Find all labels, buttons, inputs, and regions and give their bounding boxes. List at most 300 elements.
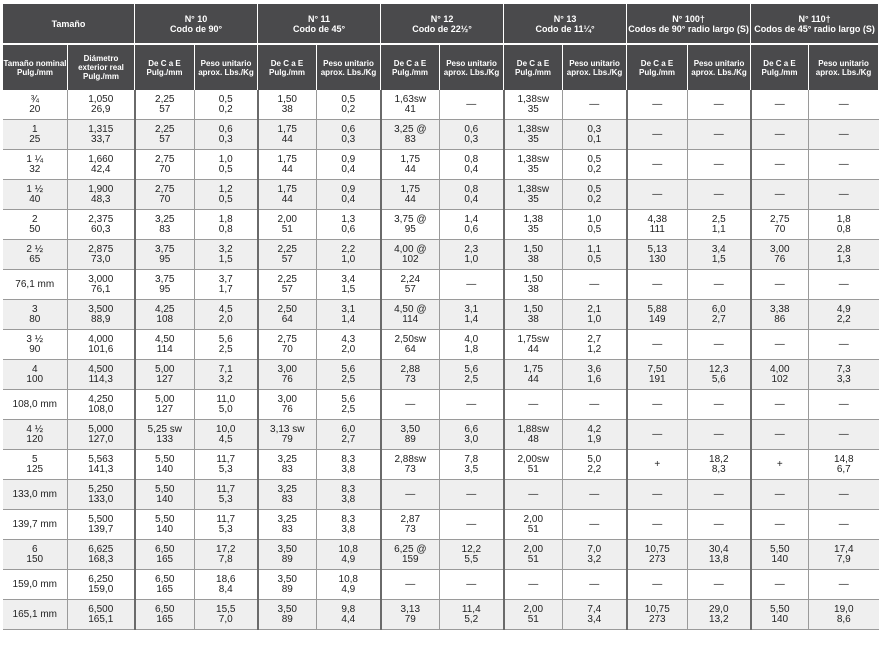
cell-value: 89 [281,553,293,565]
table-cell [809,510,879,540]
cell-value: 3,00 [277,363,297,375]
cell-value: 2 ½ [26,243,44,255]
cell-value: — [652,158,663,170]
cell-value: — [589,488,600,500]
table-cell [809,540,879,570]
cell-value: 1,4 [341,313,356,325]
cell-value: 3,25 [277,453,297,465]
table-cell [317,420,381,450]
cell-value: 44 [281,163,293,175]
cell-value: — [652,488,663,500]
table-cell [440,180,504,210]
cell-value: — [774,338,785,350]
cell-value: 3,1 [464,303,479,315]
table-cell [317,480,381,510]
table-cell [627,330,688,360]
cell-value: 0,6 [464,223,479,235]
table-cell [504,540,563,570]
cell-value: 1,38sw [517,183,550,195]
cell-value: 76 [774,253,786,265]
table-cell [563,90,627,120]
table-row [3,120,879,150]
cell-value: 7,0 [218,613,233,625]
cell-value: 1,75 [277,123,297,135]
table-cell [627,180,688,210]
cell-value: 1,8 [464,343,479,355]
cell-value: 57 [281,253,293,265]
cell-value: 76 [281,403,293,415]
cell-value: 0,3 [218,133,233,145]
cell-value: — [652,338,663,350]
table-cell [688,90,751,120]
cell-value: 1,75 [523,363,544,375]
table-cell [3,210,68,240]
table-cell [3,360,68,390]
table-cell [751,180,809,210]
table-cell [317,330,381,360]
cell-value: — [466,578,477,590]
cell-value: 5,2 [464,613,479,625]
cell-value: 102 [401,253,419,265]
table-cell [381,180,440,210]
table-cell [563,180,627,210]
cell-value: 140 [156,493,174,505]
table-cell [809,180,879,210]
cell-value: 57 [159,133,171,145]
table-cell [135,330,195,360]
table-cell [68,300,135,330]
table-cell [68,450,135,480]
table-cell [504,360,563,390]
cell-value: 6,50 [155,603,175,615]
cell-value: 0,3 [464,133,479,145]
cell-value: 3,4 [711,243,726,255]
cell-value: — [405,398,416,410]
cell-value: — [466,398,477,410]
table-cell [751,390,809,420]
table-cell [504,90,563,120]
cell-value: 0,4 [341,163,356,175]
cell-value: 11,7 [216,483,236,495]
cell-value: 4,50 @ [394,303,427,315]
cell-value: 1,63sw [394,93,427,105]
cell-value: 2,88sw [394,453,427,465]
table-cell [195,480,258,510]
table-cell [688,570,751,600]
cell-value: 95 [159,253,171,265]
cell-value: — [774,128,785,140]
cell-value: 95 [159,283,171,295]
table-cell [3,450,68,480]
header-group-12: N° 12 Codo de 22½° [381,4,504,44]
table-cell [504,120,563,150]
table-cell [688,270,751,300]
table-cell [68,270,135,300]
cell-value: 4,000 [88,333,114,345]
cell-value: 6,25 @ [394,543,427,555]
table-cell [563,240,627,270]
table-cell [809,240,879,270]
cell-value: 57 [404,283,416,295]
table-cell [317,240,381,270]
table-cell [258,300,317,330]
table-cell [68,90,135,120]
table-cell [688,600,751,630]
table-cell [440,480,504,510]
cell-value: 1,660 [88,153,114,165]
table-cell [258,390,317,420]
table-cell [809,300,879,330]
cell-value: — [838,578,849,590]
cell-value: 6 [31,543,38,555]
cell-value: — [774,278,785,290]
table-row [3,210,879,240]
cell-value: 51 [527,613,539,625]
table-cell [809,390,879,420]
cell-value: 3,2 [587,553,602,565]
cell-value: 2,375 [88,213,114,225]
cell-value: 83 [159,223,171,235]
cell-value: 150 [26,553,44,565]
table-cell [135,120,195,150]
table-row [3,90,879,120]
cell-value: 2,7 [711,313,726,325]
table-cell [627,240,688,270]
cell-value: 4,2 [587,423,602,435]
cell-value: 2,25 [277,243,297,255]
cell-value: 6,250 [88,573,114,585]
table-cell [135,570,195,600]
cell-value: 51 [527,463,539,475]
cell-value: ¾ [30,93,39,105]
table-cell [317,360,381,390]
cell-value: — [405,578,416,590]
cell-value: 89 [281,583,293,595]
cell-value: 1,38sw [517,153,550,165]
table-row [3,150,879,180]
cell-value: 12,2 [461,543,482,555]
cell-value: 3,50 [277,603,297,615]
table-cell [440,150,504,180]
table-cell [258,450,317,480]
cell-value: 3,50 [400,423,421,435]
table-cell [68,420,135,450]
table-cell [3,480,68,510]
cell-value: 159,0 mm [12,578,57,590]
table-cell [627,540,688,570]
cell-value: 18,2 [709,453,729,465]
table-cell [3,150,68,180]
cell-value: 73 [404,463,416,475]
table-cell [68,480,135,510]
cell-value: 38 [527,313,539,325]
cell-value: — [528,578,539,590]
cell-value: 44 [281,133,293,145]
cell-value: — [774,518,785,530]
header-group-110: N° 110† Codos de 45° radio largo (S) [751,4,879,44]
cell-value: 127,0 [88,433,114,445]
cell-value: — [713,158,724,170]
table-cell [258,540,317,570]
cell-value: 0,5 [587,253,602,265]
cell-value: 2,25 [155,123,175,135]
table-cell [135,180,195,210]
table-cell [627,270,688,300]
cell-value: 48 [527,433,539,445]
cell-value: 32 [29,163,41,175]
cell-value: 0,8 [218,223,233,235]
cell-value: 2,5 [464,373,479,385]
cell-value: 35 [527,103,539,115]
table-cell [688,480,751,510]
cell-value: — [652,578,663,590]
cell-value: 2,88 [400,363,421,375]
header-peso: Peso unitario aprox. Lbs./Kg [317,44,381,90]
cell-value: 1,1 [587,243,602,255]
cell-value: 165,1 [88,613,114,625]
table-cell [258,180,317,210]
cell-value: 7,50 [647,363,668,375]
cell-value: 2,5 [341,403,356,415]
table-row [3,180,879,210]
cell-value: 1,3 [836,253,851,265]
cell-value: 140 [156,463,174,475]
table-cell [381,270,440,300]
cell-value: — [774,428,785,440]
cell-value: 5,250 [88,483,114,495]
table-cell [504,240,563,270]
table-cell [688,360,751,390]
cell-value: 89 [281,613,293,625]
cell-value: 3,25 [277,513,297,525]
cell-value: 35 [527,133,539,145]
header-ce: De C a E Pulg./mm [627,44,688,90]
cell-value: 2,3 [464,243,479,255]
cell-value: — [466,98,477,110]
cell-value: 5,6 [341,363,356,375]
cell-value: 41 [404,103,416,115]
cell-value: 114 [402,313,419,325]
table-cell [195,90,258,120]
cell-value: 1 ¼ [26,153,44,165]
table-cell [317,150,381,180]
table-cell [135,450,195,480]
table-cell [258,480,317,510]
cell-value: 5,6 [341,393,356,405]
cell-value: 44 [527,373,539,385]
table-cell [381,360,440,390]
cell-value: 6,625 [88,543,114,555]
cell-value: 3,75 [155,243,175,255]
table-row [3,510,879,540]
cell-value: 4 [31,363,38,375]
table-cell [504,180,563,210]
table-cell [195,120,258,150]
cell-value: 3,4 [587,613,602,625]
cell-value: 2,2 [341,243,356,255]
table-cell [195,270,258,300]
cell-value: 35 [527,193,539,205]
cell-value: — [652,128,663,140]
cell-value: 3,7 [218,273,233,285]
table-cell [3,240,68,270]
cell-value: 108 [156,313,174,325]
cell-value: 1,0 [464,253,479,265]
cell-value: — [713,128,724,140]
table-cell [563,450,627,480]
cell-value: — [838,488,849,500]
table-cell [688,390,751,420]
cell-value: 7,3 [836,363,851,375]
cell-value: — [774,98,785,110]
cell-value: — [838,338,849,350]
cell-value: + [776,458,783,470]
table-cell [381,600,440,630]
cell-value: 2,50 [277,303,297,315]
table-cell [751,300,809,330]
cell-value: 40 [29,193,41,205]
table-cell [627,210,688,240]
table-cell [504,450,563,480]
cell-value: 191 [648,373,666,385]
header-group-100: N° 100† Codos de 90° radio largo (S) [627,4,751,44]
table-cell [809,360,879,390]
table-cell [627,570,688,600]
header-group-11: N° 11 Codo de 45° [258,4,381,44]
cell-value: 0,5 [587,183,602,195]
cell-value: 1,4 [464,213,479,225]
table-cell [688,210,751,240]
cell-value: — [713,488,724,500]
table-cell [563,300,627,330]
table-cell [258,90,317,120]
cell-value: 3,0 [464,433,479,445]
cell-value: 159,0 [88,583,114,595]
cell-value: 127 [156,373,174,385]
cell-value: 5,0 [218,403,233,415]
table-cell [3,600,68,630]
cell-value: 2,5 [218,343,233,355]
cell-value: 1,4 [464,313,479,325]
cell-value: 5,3 [218,523,233,535]
cell-value: 4,250 [88,393,114,405]
cell-value: — [713,518,724,530]
cell-value: 2,7 [587,333,602,345]
cell-value: 0,3 [587,123,602,135]
table-cell [809,450,879,480]
table-cell [504,480,563,510]
cell-value: 10,0 [216,423,236,435]
cell-value: 57 [159,103,171,115]
cell-value: — [466,278,477,290]
table-cell [68,510,135,540]
cell-value: 2,75 [770,213,790,225]
cell-value: 18,6 [216,573,236,585]
table-row [3,300,879,330]
table-row [3,390,879,420]
cell-value: 273 [648,553,666,565]
cell-value: 114,3 [88,373,113,385]
cell-value: 0,9 [341,183,356,195]
cell-value: 60,3 [91,223,111,235]
cell-value: 1 [31,123,38,135]
cell-value: 7,9 [836,553,851,565]
table-cell [504,570,563,600]
cell-value: 108,0 mm [12,398,57,410]
table-cell [68,180,135,210]
cell-value: 3,4 [341,273,356,285]
cell-value: 15,5 [216,603,236,615]
cell-value: 1,3 [341,213,356,225]
cell-value: 8,3 [341,483,356,495]
cell-value: 8,6 [836,613,851,625]
cell-value: 100 [26,373,44,385]
table-cell [809,150,879,180]
cell-value: 5,50 [770,543,790,555]
cell-value: 2,87 [400,513,421,525]
cell-value: — [838,158,849,170]
cell-value: 38 [527,253,539,265]
cell-value: 140 [771,613,789,625]
table-cell [751,120,809,150]
cell-value: 5,5 [464,553,479,565]
cell-value: 5,00 [155,363,175,375]
cell-value: 88,9 [91,313,111,325]
cell-value: 83 [281,523,293,535]
cell-value: 7,8 [218,553,233,565]
table-cell [563,540,627,570]
table-cell [809,210,879,240]
table-cell [563,600,627,630]
cell-value: 4,00 @ [394,243,427,255]
table-cell [258,360,317,390]
cell-value: 4,9 [341,553,356,565]
cell-value: — [838,188,849,200]
cell-value: 165 [156,583,174,595]
cell-value: 8,4 [218,583,233,595]
table-cell [258,150,317,180]
table-cell [440,360,504,390]
cell-value: 5,000 [88,423,114,435]
table-cell [627,480,688,510]
header-peso: Peso unitario aprox. Lbs./Kg [563,44,627,90]
table-cell [135,150,195,180]
table-cell [317,270,381,300]
cell-value: 1,0 [341,253,356,265]
cell-value: 5,25 sw [147,423,182,435]
table-cell [440,210,504,240]
cell-value: 79 [404,613,416,625]
cell-value: — [713,398,724,410]
table-cell [440,120,504,150]
header-ce: De C a E Pulg./mm [504,44,563,90]
table-cell [195,360,258,390]
table-cell [381,420,440,450]
table-cell [317,120,381,150]
table-row [3,360,879,390]
table-cell [135,390,195,420]
cell-value: 0,5 [341,93,356,105]
table-cell [195,300,258,330]
cell-value: — [652,98,663,110]
cell-value: — [774,488,785,500]
cell-value: 7,8 [464,453,479,465]
table-cell [258,120,317,150]
table-cell [688,150,751,180]
cell-value: 73 [404,373,416,385]
cell-value: 6,50 [155,543,175,555]
header-ce: De C a E Pulg./mm [751,44,809,90]
